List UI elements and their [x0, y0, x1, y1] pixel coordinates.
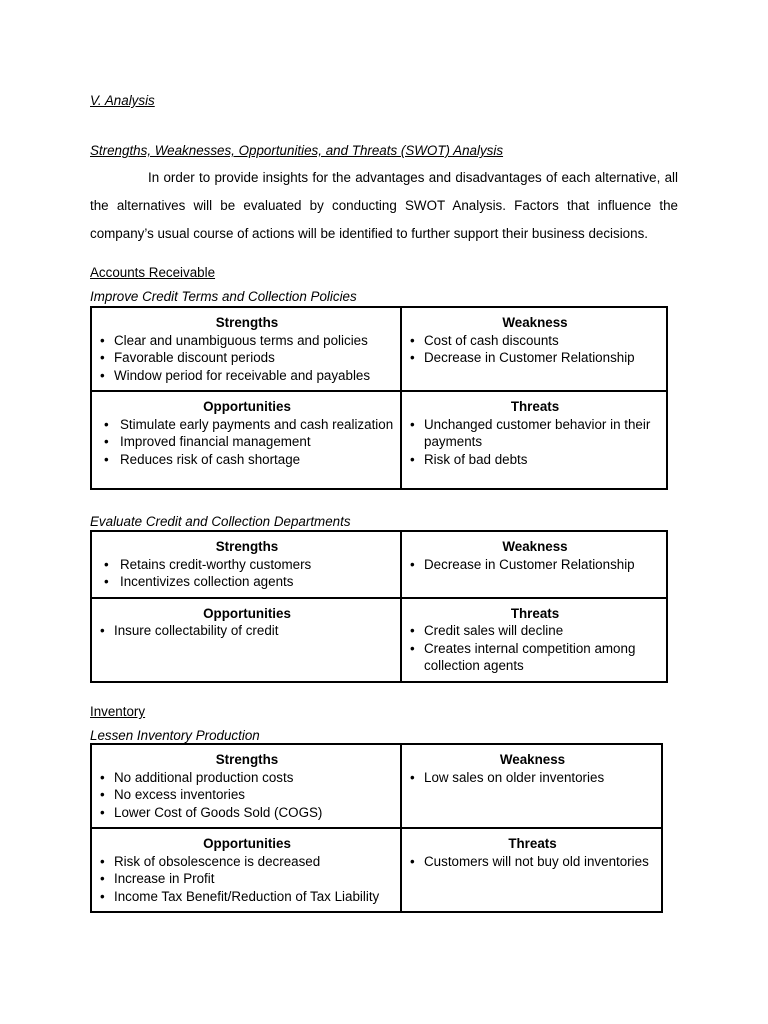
- list-item: • Increase in Profit: [100, 870, 394, 888]
- strengths-heading: Strengths: [215, 315, 279, 330]
- opportunities-cell: [91, 828, 401, 912]
- weakness-heading: Weakness: [499, 752, 566, 767]
- table2-caption: Evaluate Credit and Collection Departments: [90, 514, 351, 529]
- accounts-receivable-title: Accounts Receivable: [90, 265, 216, 280]
- weakness-heading: Weakness: [502, 315, 568, 330]
- list-item: • Risk of bad debts: [410, 451, 660, 469]
- list-item: • Customers will not buy old inventories: [410, 853, 655, 871]
- weakness-cell: [401, 307, 667, 391]
- list-item: • Lower Cost of Goods Sold (COGS): [100, 804, 394, 822]
- threats-heading: Threats: [510, 399, 560, 414]
- list-item: • Incentivizes collection agents: [100, 573, 394, 591]
- weakness-cell: [401, 531, 667, 598]
- strengths-heading: Strengths: [215, 539, 279, 554]
- list-item: • No additional production costs: [100, 769, 394, 787]
- threats-cell: [401, 391, 667, 489]
- strengths-heading: Strengths: [215, 752, 279, 767]
- list-item: • Improved financial management: [100, 433, 394, 451]
- opportunities-heading: Opportunities: [203, 836, 291, 851]
- list-item-text: Stimulate early payments and cash realization: [120, 416, 394, 432]
- strengths-cell: [91, 744, 401, 828]
- strengths-cell: [91, 531, 401, 598]
- list-item: • Creates internal competition among collection agents: [410, 640, 660, 675]
- list-item: • Favorable discount periods: [100, 349, 394, 367]
- table1-caption: Improve Credit Terms and Collection Policies: [90, 289, 357, 304]
- list-item: • Insure collectability of credit: [100, 622, 394, 640]
- list-item: • Income Tax Benefit/Reduction of Tax Liability: [100, 888, 394, 906]
- opportunities-heading: Opportunities: [203, 605, 291, 621]
- weakness-heading: Weakness: [502, 539, 568, 554]
- list-item: • Clear and unambiguous terms and policies: [100, 332, 394, 350]
- list-item: • Retains credit-worthy customers: [100, 556, 394, 574]
- swot-heading: Strengths, Weaknesses, Opportunities, and Threats (SWOT) Analysis: [90, 143, 504, 158]
- list-item: • Decrease in Customer Relationship: [410, 349, 660, 367]
- intro-paragraph: [90, 164, 678, 248]
- section-title: V. Analysis: [90, 93, 155, 108]
- list-item: • Low sales on older inventories: [410, 769, 655, 787]
- list-item: • Decrease in Customer Relationship: [410, 556, 660, 574]
- swot-table-inventory: [90, 743, 663, 913]
- swot-table-credit-departments: [90, 530, 668, 683]
- opportunities-cell: [91, 391, 401, 489]
- list-item: • Unchanged customer behavior in their payments: [410, 416, 660, 451]
- threats-cell: [401, 598, 667, 682]
- threats-heading: Threats: [510, 605, 560, 621]
- inventory-title: Inventory: [90, 704, 146, 719]
- list-item: [100, 416, 394, 434]
- strengths-cell: [91, 307, 401, 391]
- list-item: • No excess inventories: [100, 786, 394, 804]
- list-item: • Reduces risk of cash shortage: [100, 451, 394, 469]
- threats-heading: Threats: [508, 836, 557, 851]
- list-item: • Credit sales will decline: [410, 622, 660, 640]
- threats-cell: [401, 828, 662, 912]
- inventory-table-caption: Lessen Inventory Production: [90, 728, 260, 743]
- list-item: • Risk of obsolescence is decreased: [100, 853, 394, 871]
- opportunities-cell: [91, 598, 401, 682]
- intro-paragraph-text: In order to provide insights for the advantages and disadvantages of each alternative, all the alternatives will be evaluated by conducting SWOT Analysis. Factors that influence the company’s usual course of actions will be identified to further support their business decisions.: [90, 170, 678, 241]
- opportunities-heading: Opportunities: [203, 399, 291, 414]
- weakness-cell: [401, 744, 662, 828]
- list-item: • Window period for receivable and payables: [100, 367, 394, 385]
- swot-table-credit-terms: [90, 306, 668, 490]
- list-item: • Cost of cash discounts: [410, 332, 660, 350]
